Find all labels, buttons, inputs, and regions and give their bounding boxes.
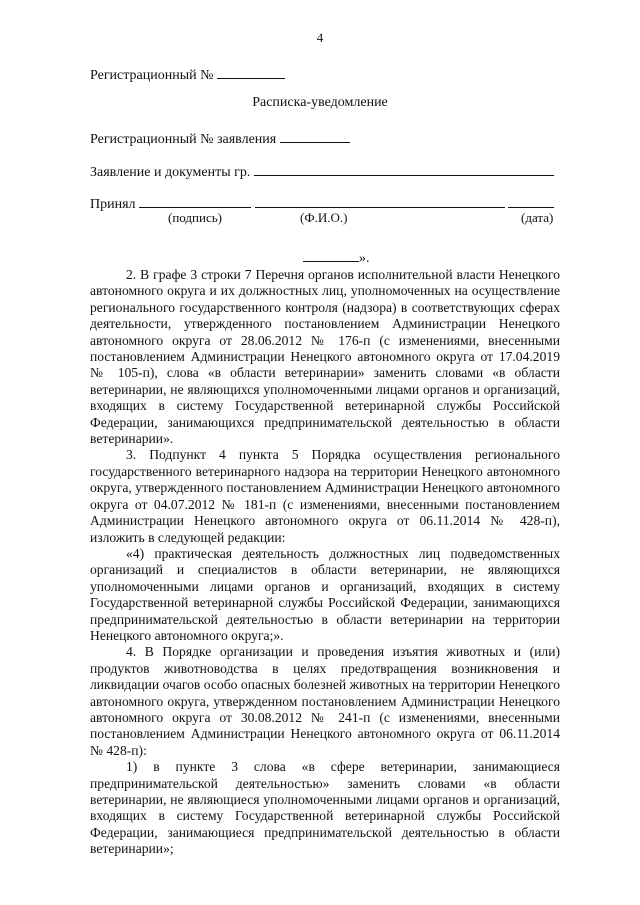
closing-quote: ». — [359, 251, 370, 266]
fio-hint: (Ф.И.О.) — [300, 210, 348, 225]
signature-blank — [139, 194, 251, 208]
paragraph-4: 4. В Порядке организации и проведения изъятия животных и (или) продуктов животноводства в целях предотвращения возникновения и ликвидации очагов особо опасных болезней животных на территории Ненецкого автономного округа, утвержденном постановлением Администрации Ненецкого автономного округа от 30.08.2012 № 241-п (с изменениями, внесенными постановлением Администрации Ненецкого автономного округа от 06.11.2014 № 428-п): — [90, 644, 560, 758]
page-number: 4 — [316, 30, 324, 45]
application-number-label: Регистрационный № заявления — [90, 132, 277, 147]
date-blank — [508, 194, 554, 208]
statement-line — [90, 162, 554, 181]
registration-number-label: Регистрационный № — [90, 68, 214, 83]
paragraph-3-quote: «4) практическая деятельность должностных лиц подведомственных организаций и специалистов в области ветеринарии, не являющихся уполномоченными лицами органов и организаций, входящих в систему Государственной ветеринарной службы Российской Федерации, занимающихся предпринимательской деятельностью в области ветеринарии на территории Ненецкого автономного округа;». — [90, 545, 560, 643]
paragraph-2: 2. В графе 3 строки 7 Перечня органов исполнительной власти Ненецкого автономного округа и их должностных лиц, уполномоченных на осуществление регионального государственного контроля (надзора) в соответствующих сферах деятельности, утвержденного постановлением Администрации Ненецкого автономного округа от 28.06.2012 № 176-п (с изменениями, внесенными постановлением Администрации Ненецкого автономного округа от 17.04.2019 № 105-п), слова «в области ветеринарии» заменить словами «в области ветеринарии, не являющихся уполномоченными лицами органов и организаций, входящих в систему Государственной ветеринарной службы Российской Федерации, занимающихся предпринимательской деятельностью в области ветеринарии». — [90, 267, 560, 447]
received-label: Принял — [90, 197, 136, 212]
statement-label: Заявление и документы гр. — [90, 165, 251, 180]
statement-blank — [254, 162, 554, 176]
date-hint: (дата) — [521, 210, 554, 225]
signature-hint: (подпись) — [168, 210, 222, 225]
application-number-line — [90, 129, 350, 148]
paragraph-4-item-1: 1) в пункте 3 слова «в сфере ветеринарии, занимающиеся предпринимательской деятельностью» заменить словами «в области ветеринарии, не являющиеся уполномоченными лицами органов и организаций, входящих в систему Государственной ветеринарной службы Российской Федерации, занимающиеся предпринимательской деятельностью в области ветеринарии»; — [90, 759, 560, 857]
registration-number-blank — [217, 65, 285, 79]
registration-number-line — [90, 65, 285, 84]
body-text — [90, 267, 560, 858]
form-title: Расписка-уведомление — [252, 95, 388, 110]
application-number-blank — [280, 129, 350, 143]
paragraph-3: 3. Подпункт 4 пункта 5 Порядка осуществления регионального государственного ветеринарного надзора на территории Ненецкого автономного округа, утвержденного постановлением Администрации Ненецкого автономного округа от 04.07.2012 № 181-п (с изменениями, внесенными постановлением Администрации Ненецкого автономного округа от 06.11.2014 № 428-п), изложить в следующей редакции: — [90, 447, 560, 545]
closing-line — [303, 248, 370, 267]
fio-blank — [255, 194, 505, 208]
closing-blank — [303, 248, 359, 262]
